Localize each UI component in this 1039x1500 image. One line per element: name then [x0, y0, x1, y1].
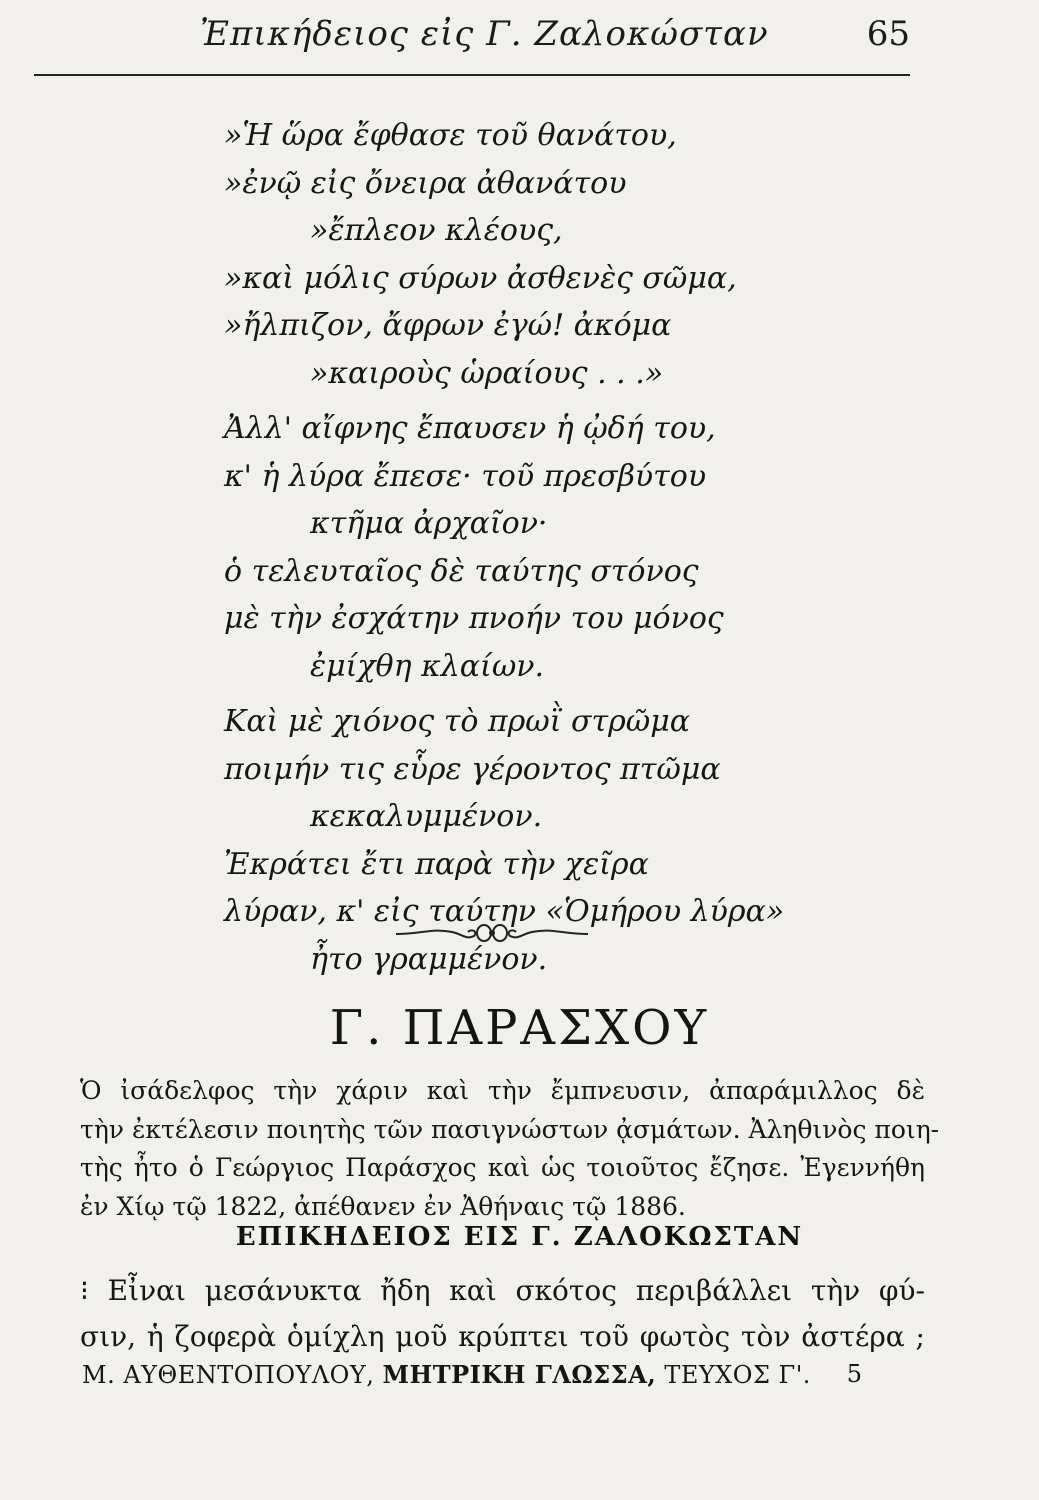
header-rule: [34, 74, 910, 76]
verse-line: »ἔπλεον κλέους,: [310, 213, 563, 248]
prose-poem-line: ⁝ Εἶναι μεσάνυκτα ἤδη καὶ σκότος περιβάλλει τὴν φύ-: [80, 1274, 925, 1307]
bio-line: τὴς ἦτο ὁ Γεώργιος Παράσχος καὶ ὡς τοιοῦτος ἔζησε. Ἐγεννήθη: [80, 1153, 925, 1182]
footer-book: ΜΗΤΡΙΚΗ ΓΛΩΣΣΑ,: [382, 1360, 657, 1389]
verse-line: λύραν, κ' εἰς ταύτην «Ὁμήρου λύρα»: [224, 894, 785, 929]
ornament-divider-icon: [392, 918, 592, 948]
verse-line: Ἀλλ' αἴφνης ἔπαυσεν ἡ ᾠδή του,: [224, 411, 716, 446]
footer-signature: 5: [846, 1360, 862, 1388]
verse-line: ποιμήν τις εὗρε γέροντος πτῶμα: [224, 751, 721, 787]
bio-line: ἐν Χίῳ τῷ 1822, ἀπέθανεν ἐν Ἀθήναις τῷ 1886.: [80, 1191, 686, 1221]
verse-line: »ἤλπιζον, ἄφρων ἐγώ! ἀκόμα: [224, 308, 672, 343]
verse-line: ὁ τελευταῖος δὲ ταύτης στόνος: [224, 553, 699, 589]
footer-author: Μ. ΑΥΘΕΝΤΟΠΟΥΛΟΥ,: [82, 1361, 375, 1389]
stanza: [224, 112, 924, 397]
poem-opening: [80, 1268, 925, 1360]
biography-paragraph: [80, 1072, 940, 1226]
verse-line: κεκαλυμμένον.: [310, 799, 543, 834]
prose-poem-line: σιν, ἡ ζοφερὰ ὁμίχλη μοῦ κρύπτει τοῦ φωτὸς τὸν ἀστέρα ;: [80, 1320, 925, 1353]
verse-line: ἦτο γραμμένον.: [310, 941, 548, 977]
stanza: [224, 405, 924, 690]
running-head: [30, 14, 910, 62]
verse-line: κτῆμα ἀρχαῖον·: [310, 506, 548, 541]
section-heading: Γ. ΠΑΡΑΣΧΟΥ: [329, 1000, 710, 1056]
verse-line: Καὶ μὲ χιόνος τὸ πρωῒ στρῶμα: [224, 704, 690, 739]
verse-line: κ' ἡ λύρα ἔπεσε· τοῦ πρεσβύτου: [224, 458, 707, 494]
verse-line: ἐμίχθη κλαίων.: [310, 648, 545, 684]
running-title: Ἐπικήδειος εἰς Γ. Ζαλοκώσταν: [200, 14, 769, 54]
verse-line: »καὶ μόλις σύρων ἀσθενὲς σῶμα,: [224, 260, 737, 296]
page-number: 65: [866, 14, 910, 54]
poem-stanzas: [224, 112, 924, 991]
page-footer: [82, 1360, 862, 1400]
bio-line: Ὁ ἰσάδελφος τὴν χάριν καὶ τὴν ἔμπνευσιν, ἀπαράμιλλος δὲ: [80, 1076, 925, 1105]
verse-line: »Ἡ ὥρα ἔφθασε τοῦ θανάτου,: [224, 118, 677, 153]
verse-line: »καιροὺς ὡραίους . . .»: [310, 355, 664, 391]
footer-source: [82, 1360, 811, 1389]
verse-line: »ἐνῷ εἰς ὄνειρα ἀθανάτου: [224, 165, 627, 201]
poem-title: ΕΠΙΚΗΔΕΙΟΣ ΕΙΣ Γ. ΖΑΛΟΚΩΣΤΑΝ: [235, 1222, 804, 1252]
bio-line: τὴν ἐκτέλεσιν ποιητὴς τῶν πασιγνώστων ᾀσμάτων. Ἀληθινὸς ποιη-: [80, 1114, 940, 1144]
verse-line: μὲ τὴν ἐσχάτην πνοήν του μόνος: [224, 601, 724, 636]
verse-line: Ἐκράτει ἔτι παρὰ τὴν χεῖρα: [224, 846, 649, 882]
footer-volume: ΤΕΥΧΟΣ Γ'.: [664, 1361, 811, 1389]
